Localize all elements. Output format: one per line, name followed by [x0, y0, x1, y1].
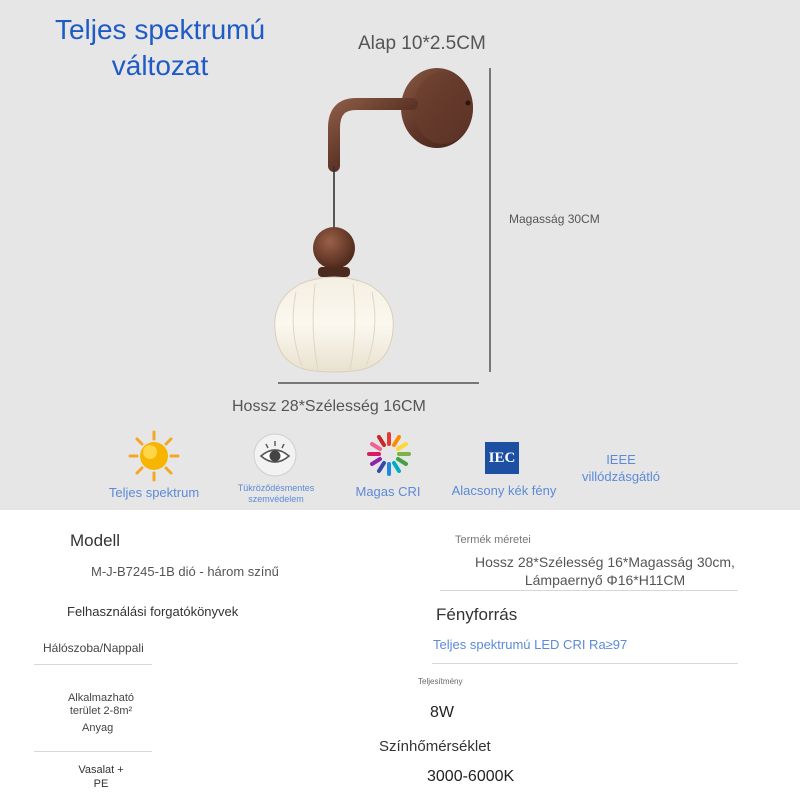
height-dimension-label: Magasság 30CM	[509, 212, 600, 226]
divider	[432, 663, 738, 664]
shade-cap	[318, 267, 350, 277]
feature-label-full-spectrum: Teljes spektrum	[108, 485, 200, 500]
ieee-label-line-2: villódzásgátló	[581, 469, 661, 484]
title-line-1: Teljes spektrumú	[54, 14, 266, 45]
ieee-label-line-1: IEEE	[606, 452, 636, 467]
material-value-line-1: Vasalat +	[78, 764, 124, 776]
usage-label: Felhasználási forgatókönyvek	[67, 604, 239, 619]
divider	[34, 751, 152, 752]
usage-value: Hálószoba/Nappali	[43, 641, 144, 655]
light-source-label: Fényforrás	[436, 605, 518, 624]
feature-label-glare-free-line-1: Tükröződésmentes	[237, 483, 315, 493]
base-dimension-label: Alap 10*2.5CM	[358, 33, 486, 54]
material-label: Anyag	[82, 722, 114, 734]
model-label: Modell	[70, 531, 121, 550]
size-value-line-2: Lámpaernyő Φ16*H11CM	[524, 572, 686, 588]
divider	[440, 590, 738, 591]
color-temp-label: Színhőmérséklet	[379, 738, 491, 755]
area-line-2: terület 2-8m²	[69, 705, 133, 717]
feature-label-glare-free	[222, 483, 330, 505]
divider	[34, 664, 152, 665]
ieee-flicker-free-label	[562, 451, 680, 485]
material-value	[62, 763, 140, 791]
lamp-arm	[334, 104, 412, 166]
power-label: Teljesítmény	[418, 677, 463, 686]
eye-icon	[252, 432, 298, 478]
wood-ball	[313, 227, 355, 269]
material-value-line-2: PE	[93, 778, 109, 790]
size-label: Termék méretei	[455, 534, 531, 546]
size-value-line-1: Hossz 28*Szélesség 16*Magasság 30cm,	[475, 554, 735, 570]
color-wheel-icon	[366, 431, 412, 477]
size-value	[440, 553, 770, 589]
feature-label-high-cri: Magas CRI	[355, 484, 421, 499]
title-line-2: változat	[111, 50, 209, 81]
lamp-shade	[275, 277, 394, 372]
model-value: M-J-B7245-1B dió - három színű	[91, 564, 279, 579]
length-width-dimension-label: Hossz 28*Szélesség 16CM	[232, 398, 426, 415]
feature-label-low-blue-light: Alacsony kék fény	[451, 483, 557, 498]
sun-icon	[128, 430, 180, 482]
light-source-value: Teljes spektrumú LED CRI Ra≥97	[433, 637, 628, 652]
iec-logo-icon	[485, 442, 519, 474]
iec-logo-text: IEC	[488, 450, 516, 466]
power-value: 8W	[430, 704, 454, 721]
feature-label-glare-free-line-2: szemvédelem	[248, 494, 304, 504]
area-line-1: Alkalmazható	[67, 692, 135, 704]
color-temp-value: 3000-6000K	[427, 768, 515, 785]
area-text	[58, 692, 144, 718]
